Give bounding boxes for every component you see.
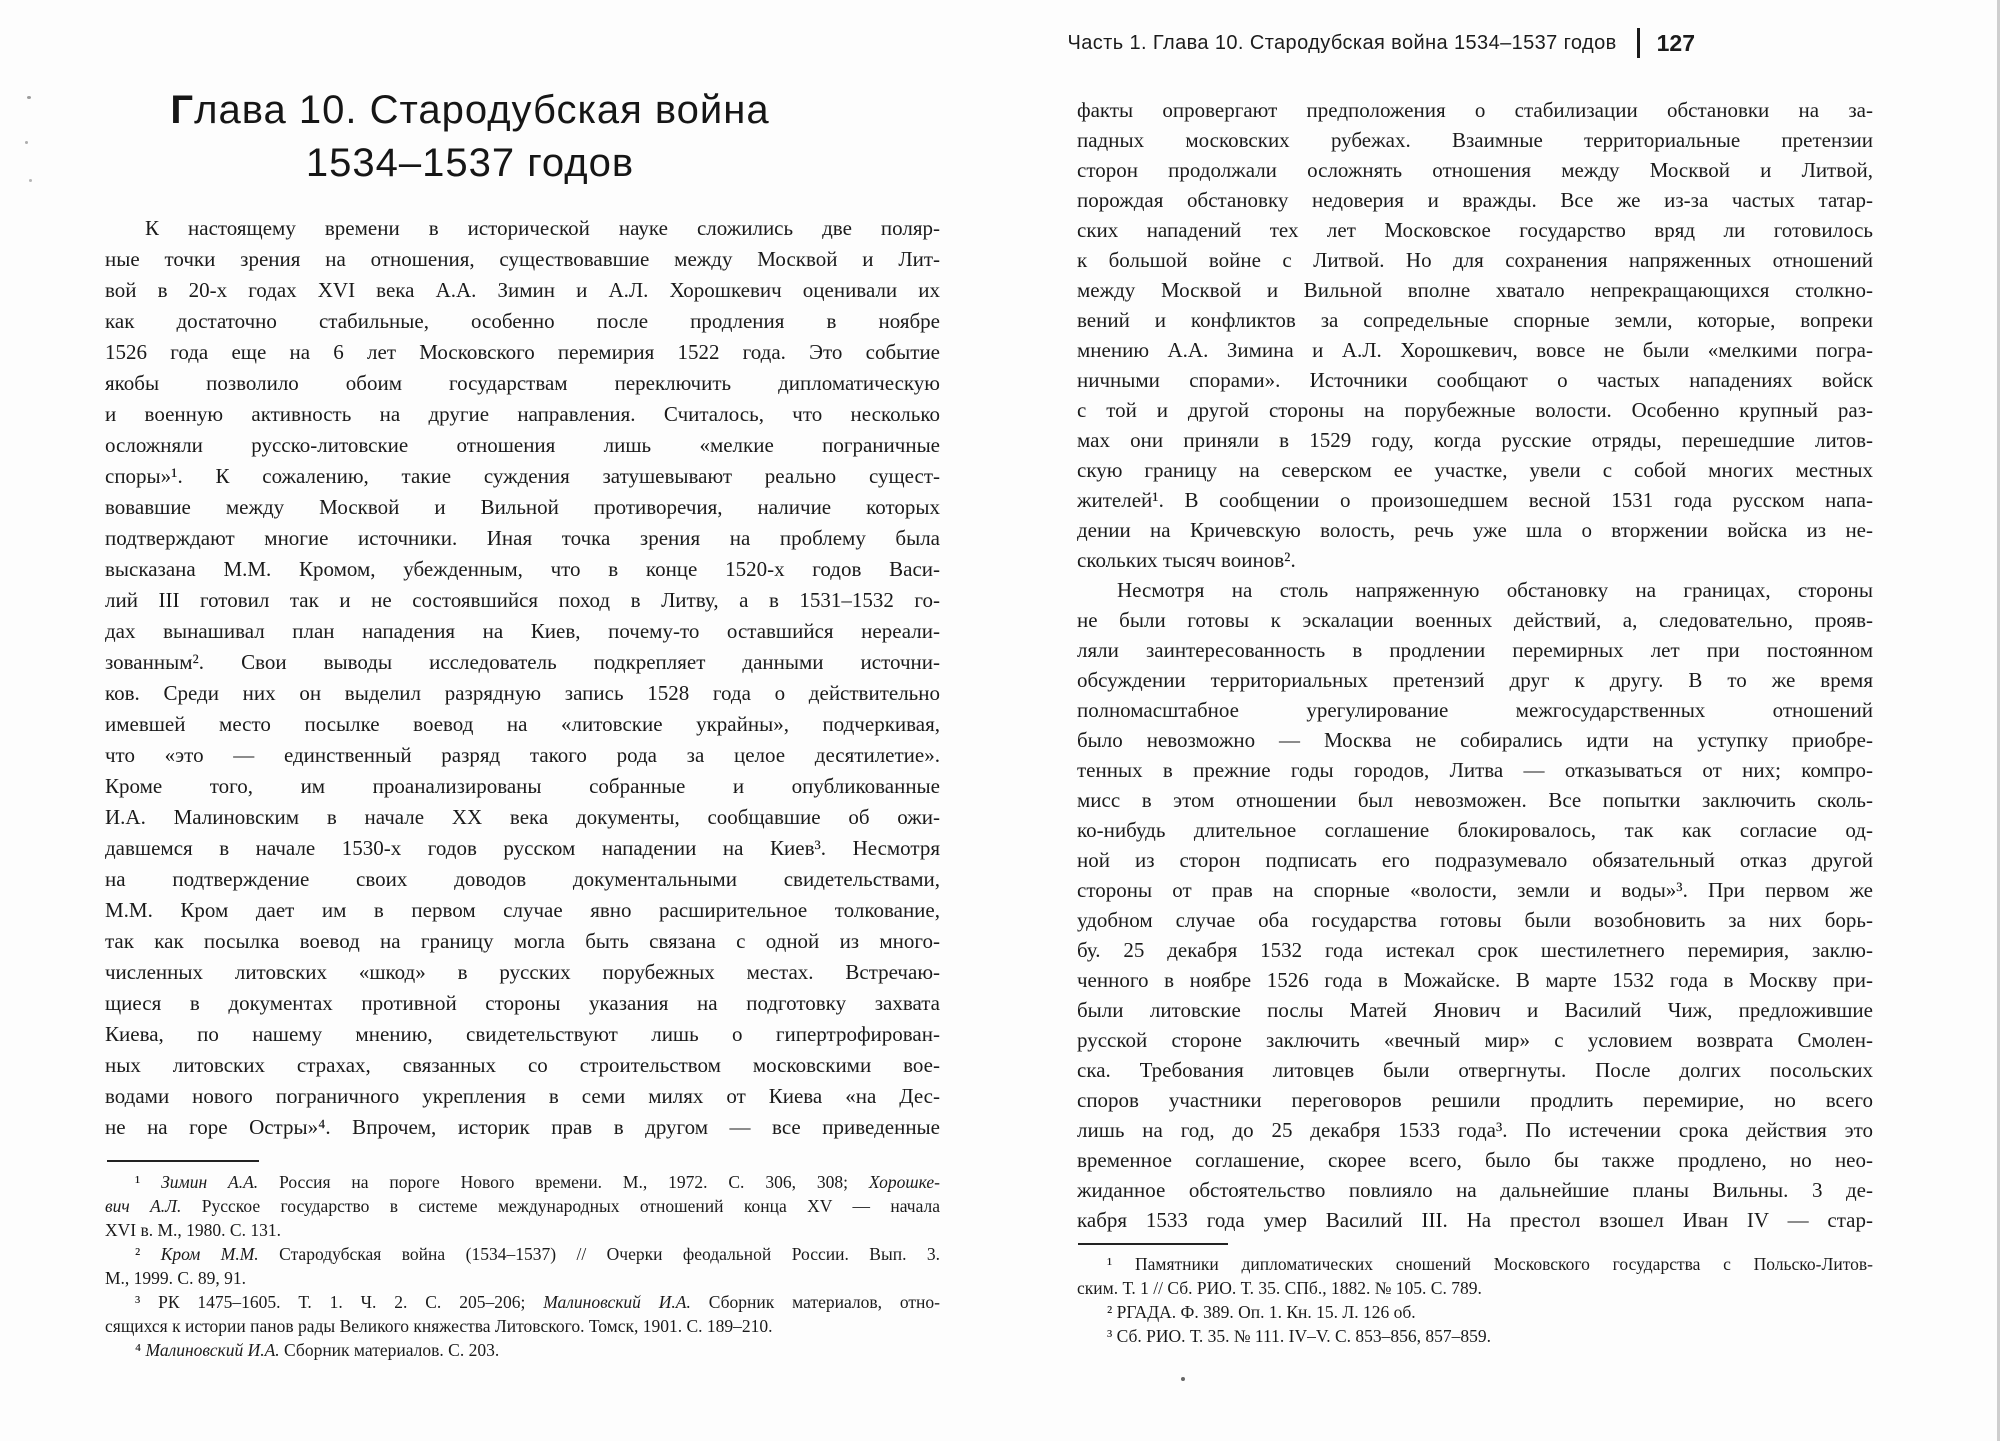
paragraph — [1077, 1300, 1873, 1324]
paragraph — [105, 1242, 940, 1290]
text-line: М.М. Кром дает им в первом случае явно расширительное толкование, — [105, 898, 940, 922]
text-line: были литовские послы Матей Янович и Василий Чиж, предложившие — [1077, 998, 1873, 1022]
text-line: порождая обстановку недоверия и вражды. Все же из-за частых татар- — [1077, 188, 1873, 212]
text-line: что «это — единственный разряд такого рода за целое десятилетие». — [105, 743, 940, 767]
paragraph — [105, 1170, 940, 1242]
text-line: Кроме того, им проанализированы собранные и опубликованные — [105, 774, 940, 798]
text-line: ска. Требования литовцев были отвергнуты. После долгих посольских — [1077, 1058, 1873, 1082]
page-header — [1067, 28, 1695, 58]
text-line: водами нового пограничного укрепления в семи милях от Киева «на Дес- — [105, 1084, 940, 1108]
text-line: лишь на год, до 25 декабря 1533 года³. По истечении срока действия это — [1077, 1118, 1873, 1142]
text-line: ченного в ноябре 1526 года в Можайске. В марте 1532 года в Москву при- — [1077, 968, 1873, 992]
text-line: 1526 года еще на 6 лет Московского перемирия 1522 года. Это событие — [105, 340, 940, 364]
text-line: дении на Кричевскую волость, речь уже шла о вторжении войска из не- — [1077, 518, 1873, 542]
text-line: с той и другой стороны на порубежные волости. Особенно крупный раз- — [1077, 398, 1873, 422]
text-line: мах они приняли в 1529 году, когда русские отряды, перешедшие литов- — [1077, 428, 1873, 452]
text-line: на подтверждение своих доводов документальными свидетельствами, — [105, 867, 940, 891]
text-line: к большой войне с Литвой. Но для сохранения напряженных отношений — [1077, 248, 1873, 272]
text-line: ные точки зрения на отношения, существовавшие между Москвой и Лит- — [105, 247, 940, 271]
scan-speck — [25, 141, 28, 144]
paragraph — [1077, 95, 1873, 575]
text-line: дах вынашивал план нападения на Киев, почему-то оставшийся нереали- — [105, 619, 940, 643]
text-line: ским. Т. 1 // Сб. РИО. Т. 35. СПб., 1882. № 105. С. 789. — [1077, 1278, 1482, 1298]
text-line: факты опровергают предположения о стабилизации обстановки на за- — [1077, 98, 1873, 122]
text-line: полномасштабное урегулирование межгосударственных отношений — [1077, 698, 1873, 722]
text-line: стороны от прав на спорные «волости, земли и воды»³. При первом же — [1077, 878, 1873, 902]
left-page-body-text — [105, 213, 940, 1143]
right-page-footnotes — [1077, 1252, 1873, 1348]
text-line: вений и конфликтов за сопредельные спорные земли, которые, вопреки — [1077, 308, 1873, 332]
text-line: падных московских рубежах. Взаимные территориальные претензии — [1077, 128, 1873, 152]
header-divider — [1637, 28, 1640, 58]
text-line: И.А. Малиновским в начале XX века документы, сообщавшие об ожи- — [105, 805, 940, 829]
text-line: ко-нибудь длительное соглашение блокировалось, так как согласие од- — [1077, 818, 1873, 842]
text-line: удобном случае оба государства готовы были возобновить за них борь- — [1077, 908, 1873, 932]
text-line: ных литовских страхах, связанных со строительством московскими вое- — [105, 1053, 940, 1077]
text-line: ной из сторон подписать его подразумевало обязательный отказ другой — [1077, 848, 1873, 872]
text-line: мнению А.А. Зимина и А.Л. Хорошкевич, вовсе не были «мелкими погра- — [1077, 338, 1873, 362]
text-line: ² Кром М.М. Стародубская война (1534–1537) // Очерки феодальной России. Вып. 3. — [135, 1244, 940, 1264]
text-line: скольких тысяч воинов². — [1077, 548, 1296, 572]
text-line: вой в 20-х годах XVI века А.А. Зимин и А.Л. Хорошкевич оценивали их — [105, 278, 940, 302]
paragraph — [105, 213, 940, 1143]
text-line: лий III готовил так и не состоявшийся поход в Литву, а в 1531–1532 го- — [105, 588, 940, 612]
text-line: ¹ Зимин А.А. Россия на пороге Нового времени. М., 1972. С. 306, 308; Хорошке- — [135, 1172, 940, 1192]
chapter-title-initial: Г — [170, 88, 195, 132]
paragraph — [1077, 1324, 1873, 1348]
text-line: бу. 25 декабря 1532 года истекал срок шестилетнего перемирия, заклю- — [1077, 938, 1873, 962]
text-line: ³ Сб. РИО. Т. 35. № 111. IV–V. С. 853–856, 857–859. — [1107, 1326, 1492, 1346]
text-line: численных литовских «шкод» в русских порубежных местах. Встречаю- — [105, 960, 940, 984]
text-line: ⁴ Малиновский И.А. Сборник материалов. С. 203. — [135, 1340, 500, 1360]
left-page-footnotes — [105, 1170, 940, 1362]
text-line: скую границу на северском ее участке, увели с собой многих местных — [1077, 458, 1873, 482]
text-line: так как посылка воевод на границу могла быть связана с одной из много- — [105, 929, 940, 953]
text-line: и военную активность на другие направления. Считалось, что несколько — [105, 402, 940, 426]
scan-speck — [29, 179, 32, 182]
text-line: тенных в прежние годы городов, Литва — отказываться от них; компро- — [1077, 758, 1873, 782]
text-line: ляли заинтересованность в продлении перемирных лет при постоянном — [1077, 638, 1873, 662]
text-line: зованным². Свои выводы исследователь подкрепляет данными источни- — [105, 650, 940, 674]
chapter-title-line-1-text: лава 10. Стародубская война — [194, 88, 770, 132]
text-line: имевшей место посылке воевод на «литовские украйны», подчеркивая, — [105, 712, 940, 736]
text-line: якобы позволило обоим государствам переключить дипломатическую — [105, 371, 940, 395]
right-footnote-separator — [1078, 1243, 1228, 1245]
chapter-title-line-1 — [105, 84, 835, 137]
text-line: споры»¹. К сожалению, такие суждения затушевывают реально сущест- — [105, 464, 940, 488]
text-line: Киева, по нашему мнению, свидетельствуют лишь о гипертрофирован- — [105, 1022, 940, 1046]
text-line: кабря 1533 года умер Василий III. На престол взошел Иван IV — стар- — [1077, 1208, 1873, 1232]
text-line: осложняли русско-литовские отношения лишь «мелкие пограничные — [105, 433, 940, 457]
text-line: ков. Среди них он выделил разрядную запись 1528 года о действительно — [105, 681, 940, 705]
text-line: давшемся в начале 1530-х годов русском нападении на Киев³. Несмотря — [105, 836, 940, 860]
text-line: обсуждении территориальных претензий друг к другу. В то же время — [1077, 668, 1873, 692]
text-line: русской стороне заключить «вечный мир» с условием возврата Смолен- — [1077, 1028, 1873, 1052]
text-line: ¹ Памятники дипломатических сношений Московского государства с Польско-Литов- — [1107, 1254, 1873, 1274]
text-line: М., 1999. С. 89, 91. — [105, 1268, 246, 1288]
text-line: К настоящему времени в исторической науке сложились две поляр- — [145, 216, 940, 240]
text-line: жителей¹. В сообщении о произошедшем весной 1531 года русском напа- — [1077, 488, 1873, 512]
paragraph — [105, 1290, 940, 1338]
text-line: Несмотря на столь напряженную обстановку на границах, стороны — [1117, 578, 1873, 602]
text-line: временное соглашение, скорее всего, было бы также продлено, но нео- — [1077, 1148, 1873, 1172]
right-page-body-text — [1077, 95, 1873, 1235]
text-line: XVI в. М., 1980. С. 131. — [105, 1220, 281, 1240]
running-head-text: Часть 1. Глава 10. Стародубская война 1534–1537 годов — [1067, 31, 1617, 54]
text-line: ³ РК 1475–1605. Т. 1. Ч. 2. С. 205–206; Малиновский И.А. Сборник материалов, отно- — [135, 1292, 940, 1312]
text-line: подтверждают многие источники. Иная точка зрения на проблему была — [105, 526, 940, 550]
text-line: ских нападений тех лет Московское государство вряд ли готовилось — [1077, 218, 1873, 242]
text-line: вовавшие между Москвой и Вильной противоречия, наличие которых — [105, 495, 940, 519]
scan-speck — [27, 96, 31, 99]
paragraph — [1077, 1252, 1873, 1300]
text-line: сящихся к истории панов рады Великого княжества Литовского. Томск, 1901. С. 189–210. — [105, 1316, 773, 1336]
page-number: 127 — [1656, 29, 1695, 56]
text-line: было невозможно — Москва не собирались идти на уступку приобре- — [1077, 728, 1873, 752]
chapter-title — [105, 84, 835, 190]
chapter-title-line-2: 1534–1537 годов — [305, 141, 635, 185]
scan-speck — [1181, 1377, 1185, 1381]
text-line: как достаточно стабильные, особенно после продления в ноябре — [105, 309, 940, 333]
text-line: сторон продолжали осложнять отношения между Москвой и Литвой, — [1077, 158, 1873, 182]
text-line: ² РГАДА. Ф. 389. Оп. 1. Кн. 15. Л. 126 об. — [1107, 1302, 1416, 1322]
text-line: не были готовы к эскалации военных действий, а, следовательно, прояв- — [1077, 608, 1873, 632]
text-line: не на горе Остры»⁴. Впрочем, историк прав в другом — все приведенные — [105, 1115, 940, 1139]
text-line: споров участники переговоров решили продлить перемирие, но всего — [1077, 1088, 1873, 1112]
text-line: щиеся в документах противной стороны указания на подготовку захвата — [105, 991, 940, 1015]
text-line: вич А.Л. Русское государство в системе международных отношений конца XV — начала — [105, 1196, 940, 1216]
text-line: ничными спорами». Источники сообщают о частых нападениях войск — [1077, 368, 1873, 392]
left-footnote-separator — [107, 1160, 259, 1162]
paragraph — [1077, 575, 1873, 1235]
text-line: между Москвой и Вильной вполне хватало непрекращающихся столкно- — [1077, 278, 1873, 302]
paragraph — [105, 1338, 940, 1362]
text-line: мисс в этом отношении был невозможен. Все попытки заключить сколь- — [1077, 788, 1873, 812]
text-line: жиданное обстоятельство повлияло на дальнейшие планы Вильны. 3 де- — [1077, 1178, 1873, 1202]
text-line: высказана М.М. Кромом, убежденным, что в конце 1520-х годов Васи- — [105, 557, 940, 581]
